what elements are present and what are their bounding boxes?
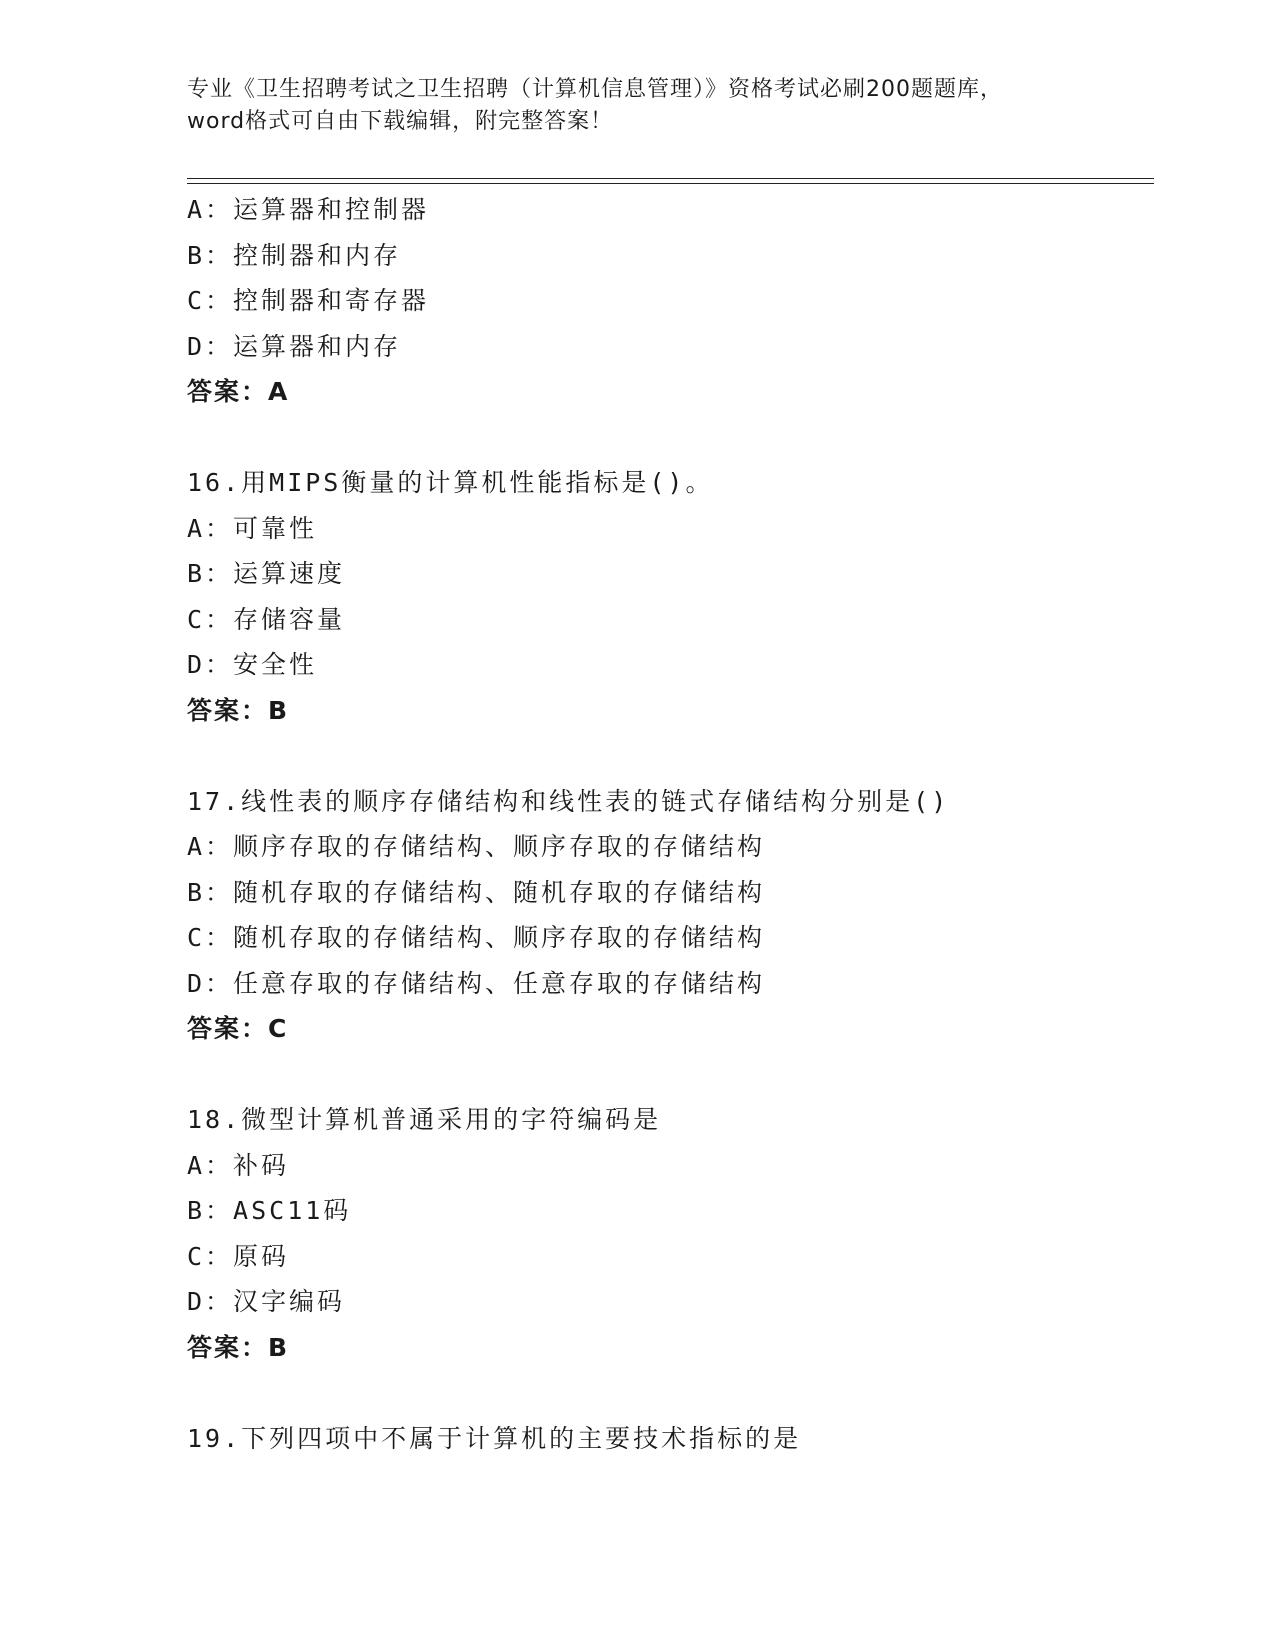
option-a: A：可靠性 — [187, 513, 318, 543]
spacer — [187, 1052, 1147, 1098]
header-divider-top — [187, 178, 1154, 179]
answer: 答案：B — [187, 695, 290, 725]
option-b: B：随机存取的存储结构、随机存取的存储结构 — [187, 877, 766, 907]
question-text: 19.下列四项中不属于计算机的主要技术指标的是 — [187, 1423, 802, 1453]
question-text: 16.用MIPS衡量的计算机性能指标是()。 — [187, 468, 714, 497]
question-19 — [187, 1416, 1147, 1462]
option-a: A：顺序存取的存储结构、顺序存取的存储结构 — [187, 832, 766, 861]
option-d: D：运算器和内存 — [187, 331, 402, 361]
option-d: D：汉字编码 — [187, 1287, 346, 1316]
answer: 答案：C — [187, 1014, 289, 1043]
option-c: C：随机存取的存储结构、顺序存取的存储结构 — [187, 923, 766, 952]
question-17 — [187, 779, 1147, 1052]
spacer — [187, 415, 1147, 461]
option-a: A：补码 — [187, 1150, 290, 1180]
question-18 — [187, 1097, 1147, 1370]
document-header — [187, 74, 1087, 138]
option-c: C：原码 — [187, 1241, 290, 1271]
header-line-1: 专业《卫生招聘考试之卫生招聘（计算机信息管理）》资格考试必刷200题题库， — [187, 77, 1003, 102]
spacer — [187, 733, 1147, 779]
answer: 答案：A — [187, 377, 290, 406]
answer: 答案：B — [187, 1332, 290, 1362]
header-divider-bottom — [187, 183, 1154, 184]
header-line-2: word格式可自由下载编辑，附完整答案！ — [187, 109, 614, 134]
option-b: B：控制器和内存 — [187, 240, 402, 270]
option-c: C：控制器和寄存器 — [187, 286, 430, 315]
option-b: B：运算速度 — [187, 559, 346, 588]
document-body — [187, 187, 1147, 1461]
question-text: 18.微型计算机普通采用的字符编码是 — [187, 1105, 662, 1134]
spacer — [187, 1370, 1147, 1416]
question-16 — [187, 460, 1147, 733]
option-d: D：安全性 — [187, 650, 318, 679]
option-a: A：运算器和控制器 — [187, 195, 430, 224]
option-d: D：任意存取的存储结构、任意存取的存储结构 — [187, 968, 766, 998]
question-text: 17.线性表的顺序存储结构和线性表的链式存储结构分别是() — [187, 786, 950, 816]
option-b: B：ASC11码 — [187, 1196, 352, 1225]
question-15 — [187, 187, 1147, 415]
option-c: C：存储容量 — [187, 604, 346, 634]
